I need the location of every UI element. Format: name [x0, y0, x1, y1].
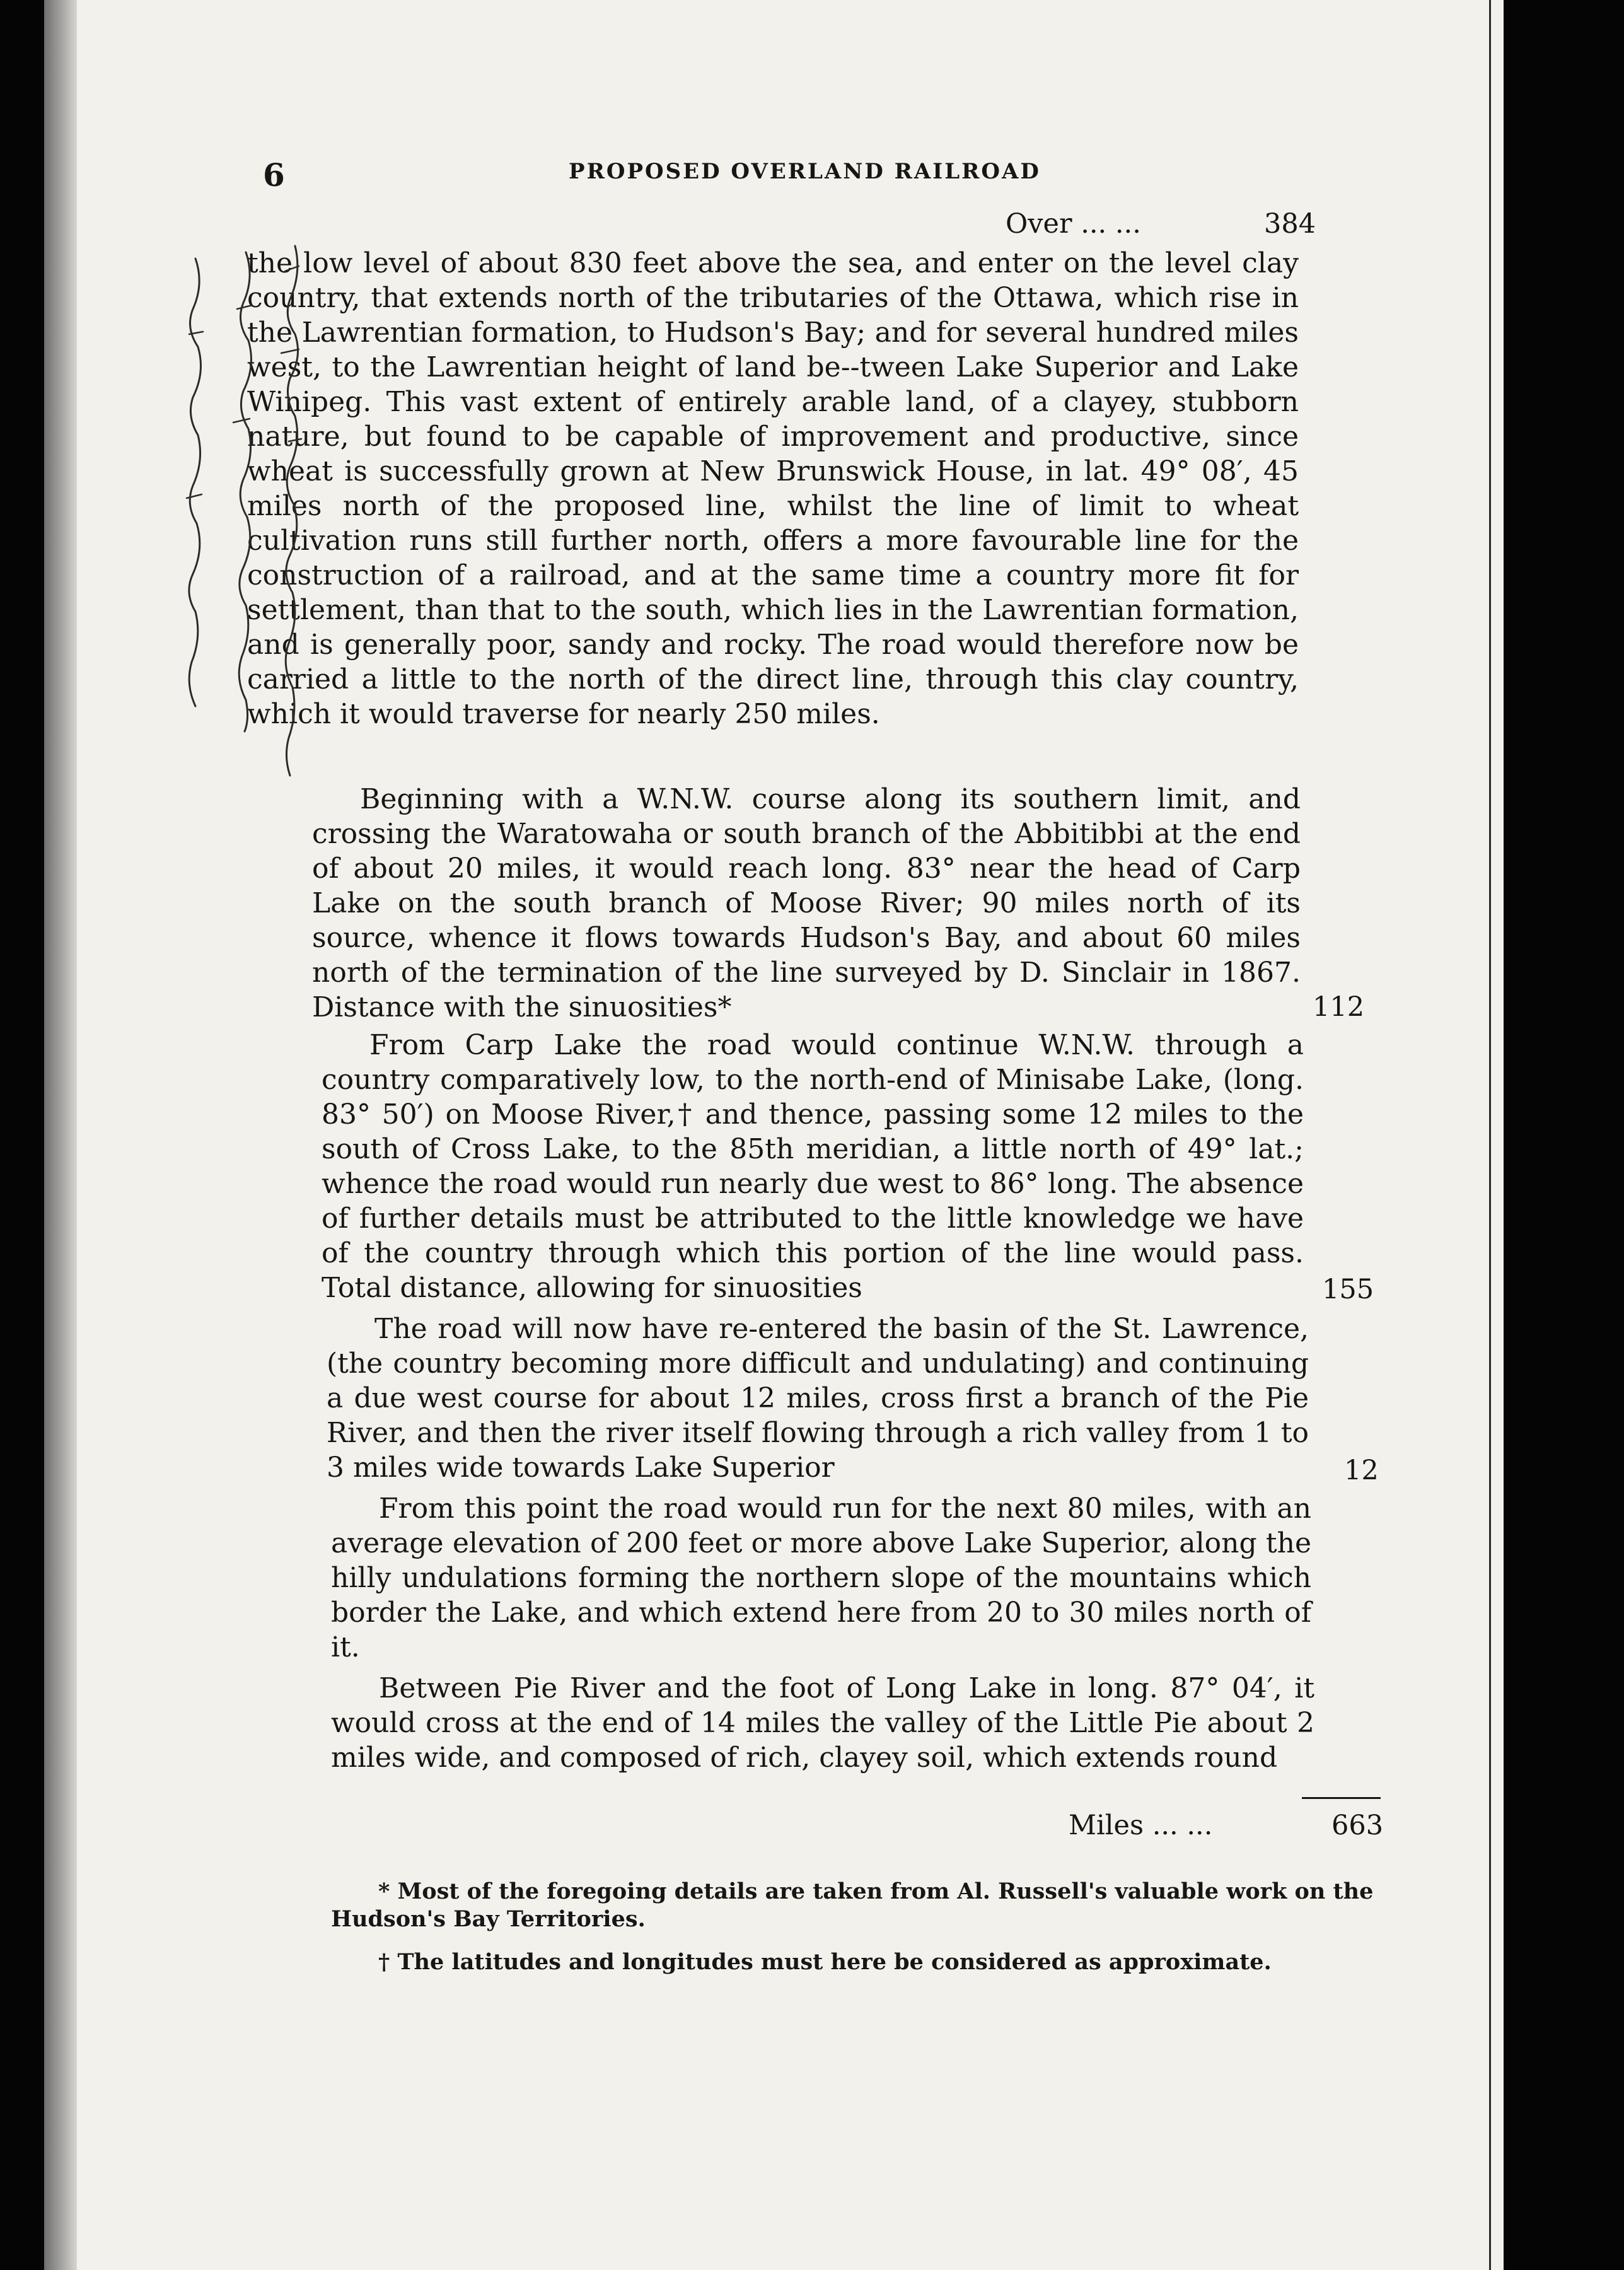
total-rule	[1302, 1797, 1381, 1799]
carry-over-label: Over ... ...	[1006, 208, 1141, 240]
paragraph: From Carp Lake the road would continue W.N.W. through a country comparatively low, to the north-end of Minisabe Lake, (long. 83° 50′) on Moose River,† and thence, passing some 12 miles to the south of Cross Lake, to the 85th meridian, a little north of 49° lat.; whence the road would run nearly due west to 86° long. The absence of further details must be attributed to the little knowledge we have of the country through which this portion of the line would pass. Total distance, allowing for sinuosities	[322, 1029, 1304, 1304]
paragraph: The road will now have re-entered the basin of the St. Lawrence, (the country becoming more difficult and undulating) and continuing a due west course for about 12 miles, cross first a branch of the Pie River, and then the river itself flowing through a rich valley from 1 to 3 miles wide towards Lake Superior	[327, 1313, 1309, 1484]
handwritten-margin-note	[139, 233, 328, 870]
paragraph: the low level of about 830 feet above the sea, and enter on the level clay country, that extends north of the tributaries of the Ottawa, which rise in the Lawrentian formation, to Hudson's Bay; and for several hundred miles west, to the Lawrentian height of land be--tween Lake Superior and Lake Winipeg. This vast extent of entirely arable land, of a clayey, stubborn nature, but found to be capable of improvement and productive, since wheat is successfully grown at New Brunswick House, in lat. 49° 08′, 45 miles north of the proposed line, whilst the line of limit to wheat cultivation runs still further north, offers a more favourable line for the construction of a railroad, and at the same time a country more fit for settlement, than that to the south, which lies in the Lawrentian formation, and is generally poor, sandy and rocky. The road would therefore now be carried a little to the north of the direct line, through this clay country, which it would traverse for nearly 250 miles.	[247, 247, 1299, 730]
handwriting-scribble	[139, 233, 328, 870]
running-title: PROPOSED OVERLAND RAILROAD	[569, 159, 1041, 184]
distance-value: 12	[1344, 1455, 1379, 1486]
total-label: Miles ... ...	[1069, 1810, 1213, 1841]
paragraph: From this point the road would run for the next 80 miles, with an average elevation of 200 feet or more above Lake Superior, along the hilly undulations forming the northern slope of the mountains which border the Lake, and which extend here from 20 to 30 miles north of it.	[331, 1493, 1311, 1663]
paragraph: Between Pie River and the foot of Long Lake in long. 87° 04′, it would cross at the end of 14 miles the valley of the Little Pie about 2 miles wide, and composed of rich, clayey soil, which extends round	[331, 1672, 1314, 1774]
distance-value: 112	[1313, 991, 1365, 1023]
page-number: 6	[263, 156, 285, 194]
footnote: * Most of the foregoing details are taken from Al. Russell's valuable work on the Hudson's Bay Territories.	[331, 1878, 1374, 1932]
paragraph: Beginning with a W.N.W. course along its southern limit, and crossing the Waratowaha or south branch of the Abbitibbi at the end of about 20 miles, it would reach long. 83° near the head of Carp Lake on the south branch of Moose River; 90 miles north of its source, whence it flows towards Hudson's Bay, and about 60 miles north of the termination of the line surveyed by D. Sinclair in 1867. Distance with the sinuosities*	[312, 783, 1301, 1023]
footnote: † The latitudes and longitudes must here be considered as approximate.	[378, 1949, 1272, 1975]
distance-value: 155	[1322, 1274, 1374, 1305]
total-value: 663	[1331, 1810, 1384, 1841]
carry-over-value: 384	[1264, 208, 1316, 240]
right-margin-rule	[1489, 0, 1491, 2270]
page-binding-shadow	[44, 0, 77, 2270]
scanned-page	[44, 0, 1504, 2270]
